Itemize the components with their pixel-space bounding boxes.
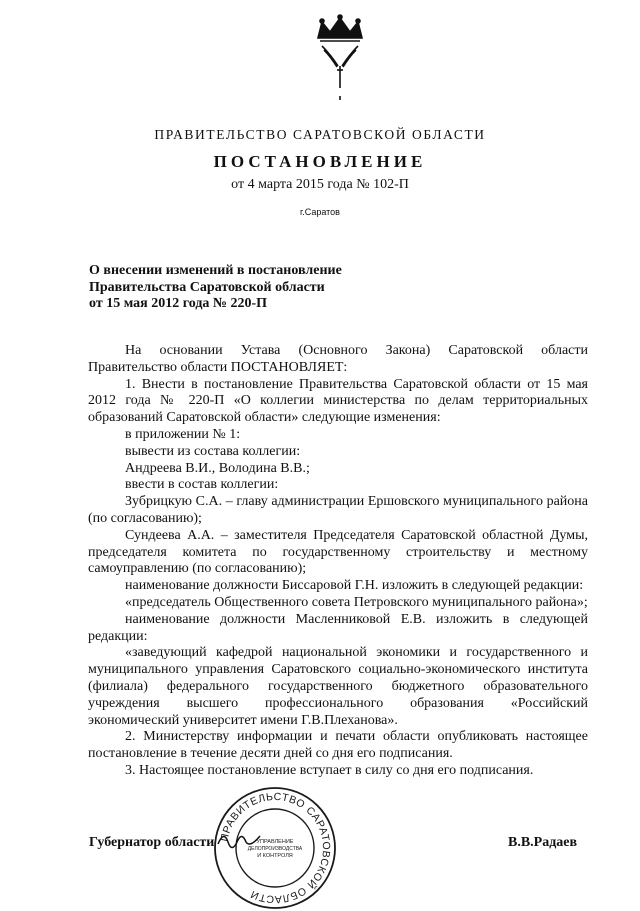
- subject-line: Правительства Саратовской области: [89, 279, 325, 295]
- body-paragraph: 3. Настоящее постановление вступает в силу со дня его подписания.: [125, 762, 534, 778]
- signatory-name: В.В.Радаев: [508, 835, 578, 850]
- svg-text:ДЕЛОПРОИЗВОДСТВА: ДЕЛОПРОИЗВОДСТВА: [247, 846, 303, 852]
- svg-text:УПРАВЛЕНИЕ: УПРАВЛЕНИЕ: [256, 839, 294, 845]
- body-paragraph: «заведующий кафедрой национальной экономики и государственного и муниципального управления Саратовского социально-экономического института (филиала) федерального государственного бюджетного образовательного учреждения высшего профессионального образования «Российский экономический университет имени Г.В.Плеханова».: [88, 645, 588, 728]
- body-paragraph: Сундеева А.А. – заместителя Председателя Саратовской областной Думы, председателя комитета по государственному строительству и местному самоуправлению (по согласованию);: [88, 527, 588, 577]
- body-paragraph: На основании Устава (Основного Закона) Саратовской области Правительство области ПОСТАНОВЛЯЕТ:: [88, 343, 588, 375]
- signatory-position: Губернатор области: [89, 835, 215, 850]
- body-paragraph: 1. Внести в постановление Правительства Саратовской области от 15 мая 2012 года № 220-П «О коллегии министерства по делам территориальных образований Саратовской области» следующие изменения:: [88, 376, 588, 426]
- body-paragraph: 2. Министерству информации и печати области опубликовать настоящее постановление в течение десяти дней со дня его подписания.: [88, 729, 588, 762]
- document-city: г.Саратов: [300, 207, 340, 217]
- document-type-title: ПОСТАНОВЛЕНИЕ: [213, 152, 427, 171]
- body-paragraph: «председатель Общественного совета Петровского муниципального района»;: [125, 594, 588, 610]
- government-name: ПРАВИТЕЛЬСТВО САРАТОВСКОЙ ОБЛАСТИ: [154, 127, 486, 142]
- body-paragraph: Андреева В.И., Володина В.В.;: [125, 460, 310, 476]
- handwritten-signature: [216, 828, 262, 850]
- body-paragraph: вывести из состава коллегии:: [125, 443, 301, 459]
- document-body: [88, 343, 588, 780]
- body-paragraph: наименование должности Биссаровой Г.Н. изложить в следующей редакции:: [125, 578, 584, 594]
- document-subject: [89, 263, 419, 313]
- svg-text:И КОНТРОЛЯ: И КОНТРОЛЯ: [257, 853, 293, 859]
- body-paragraph: ввести в состав коллегии:: [125, 477, 279, 493]
- body-paragraph: Зубрицкую С.А. – главу администрации Ершовского муниципального района (по согласованию);: [88, 494, 588, 526]
- coat-of-arms-emblem: [300, 10, 380, 110]
- body-paragraph: наименование должности Масленниковой Е.В. изложить в следующей редакции:: [88, 611, 588, 644]
- document-date-number: от 4 марта 2015 года № 102-П: [231, 177, 409, 192]
- subject-line: О внесении изменений в постановление: [89, 263, 342, 278]
- body-paragraph: в приложении № 1:: [125, 426, 241, 442]
- subject-line: от 15 мая 2012 года № 220-П: [89, 296, 268, 311]
- svg-text:ПРАВИТЕЛЬСТВО САРАТОВСКОЙ ОБЛА: ПРАВИТЕЛЬСТВО САРАТОВСКОЙ ОБЛАСТИ: [218, 790, 333, 906]
